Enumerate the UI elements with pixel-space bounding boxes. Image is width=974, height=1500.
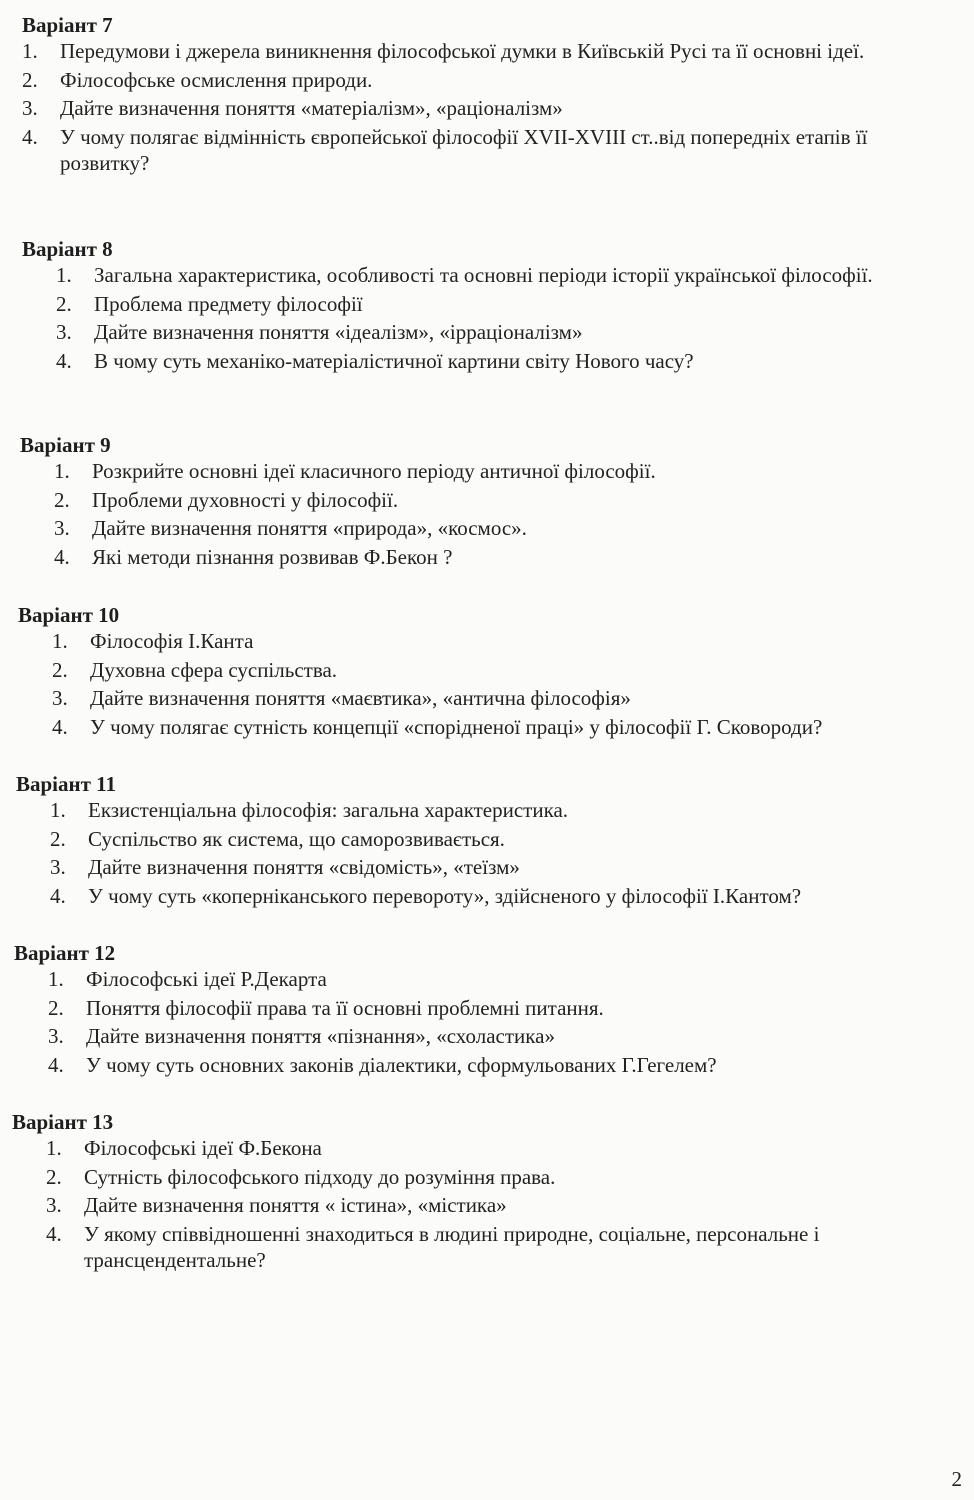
question-number: 3. (56, 320, 72, 344)
question-list (54, 458, 974, 570)
question-item (48, 966, 966, 993)
question-item (48, 1023, 966, 1050)
variant-12 (14, 940, 974, 1080)
question-number: 1. (48, 967, 64, 991)
question-text: Філософське осмислення природи. (60, 67, 373, 92)
question-item (22, 38, 960, 65)
question-item (54, 515, 952, 542)
question-text: Проблема предмету філософії (94, 291, 363, 316)
question-text: Екзистенціальна філософія: загальна характеристика. (88, 798, 569, 822)
variant-8 (22, 236, 974, 376)
question-number: 2. (56, 291, 72, 316)
question-item (46, 1135, 964, 1162)
variant-title: Варіант 8 (22, 237, 113, 261)
question-item (56, 319, 954, 346)
question-item (22, 95, 960, 122)
question-text: Передумови і джерела виникнення філософської думки в Київській Русі та її основні ідеї. (60, 39, 865, 63)
question-number: 4. (54, 544, 70, 569)
question-text: Філософські ідеї Ф.Бекона (84, 1136, 322, 1160)
question-list (22, 38, 974, 177)
question-number: 1. (46, 1136, 62, 1160)
question-text: Духовна сфера суспільства. (90, 657, 338, 682)
variant-title: Варіант 12 (14, 941, 116, 965)
question-text: Загальна характеристика, особливості та основні періоди історії української філософії. (94, 263, 873, 287)
question-text: Філософські ідеї Р.Декарта (86, 967, 327, 991)
question-list (48, 966, 974, 1078)
variant-title: Варіант 7 (22, 13, 113, 37)
variant-title: Варіант 9 (20, 433, 111, 457)
question-item (56, 348, 954, 375)
page-number: 2 (951, 1467, 962, 1491)
question-number: 3. (22, 96, 38, 120)
variant-11 (16, 771, 974, 911)
question-text: У чому суть основних законів діалектики, сформульованих Г.Гегелем? (86, 1052, 717, 1077)
question-text: В чому суть механіко-матеріалістичної картини світу Нового часу? (94, 348, 694, 373)
variant-10 (18, 602, 974, 742)
question-number: 2. (22, 67, 38, 92)
question-item (56, 262, 899, 289)
question-number: 2. (50, 826, 66, 851)
question-item (48, 995, 966, 1022)
question-item (54, 458, 952, 485)
question-number: 4. (48, 1052, 64, 1077)
question-text: У чому полягає сутність концепції «спорідненої праці» у філософії Г. Сковороди? (90, 714, 823, 739)
question-list (46, 1135, 972, 1274)
question-number: 1. (56, 263, 72, 287)
question-text: Дайте визначення поняття «свідомість», «теїзм» (88, 855, 520, 879)
question-text: Дайте визначення поняття «матеріалізм», «раціоналізм» (60, 96, 563, 120)
question-text: У чому полягає відмінність європейської філософії XVII-XVIII ст..від попередніх етапів її розвитку? (60, 124, 868, 175)
question-text: Поняття філософії права та її основні проблемні питання. (86, 995, 604, 1020)
question-item (50, 797, 968, 824)
question-list (52, 628, 974, 740)
question-item (22, 67, 960, 94)
question-number: 1. (54, 459, 70, 483)
question-item (46, 1192, 964, 1219)
question-number: 3. (46, 1193, 62, 1217)
question-item (54, 544, 952, 571)
question-number: 4. (52, 714, 68, 739)
question-item (50, 883, 968, 910)
question-text: Суспільство як система, що саморозвивається. (88, 826, 505, 851)
question-number: 3. (50, 855, 66, 879)
question-item (54, 487, 952, 514)
question-text: Сутність філософського підходу до розуміння права. (84, 1164, 556, 1189)
question-item (46, 1221, 964, 1274)
question-item (52, 714, 970, 741)
question-number: 1. (22, 39, 38, 63)
question-item (56, 291, 954, 318)
question-number: 4. (22, 124, 38, 149)
question-number: 1. (52, 629, 68, 653)
question-item (46, 1164, 964, 1191)
question-item (50, 854, 968, 881)
question-text: У чому суть «коперніканського перевороту», здійсненого у філософії І.Кантом? (88, 883, 802, 908)
question-number: 4. (46, 1221, 62, 1246)
question-text: Які методи пізнання розвивав Ф.Бекон ? (92, 544, 453, 569)
question-text: Філософія І.Канта (90, 629, 254, 653)
question-item (22, 124, 920, 177)
question-text: Дайте визначення поняття «природа», «космос». (92, 516, 527, 540)
question-item (48, 1052, 966, 1079)
question-text: Дайте визначення поняття «ідеалізм», «ірраціоналізм» (94, 320, 583, 344)
question-number: 2. (54, 487, 70, 512)
variant-title: Варіант 10 (18, 603, 120, 627)
variant-title: Варіант 13 (12, 1110, 114, 1134)
variant-title: Варіант 11 (16, 772, 117, 796)
variant-7 (22, 12, 974, 179)
question-text: Дайте визначення поняття «маєвтика», «антична філософія» (90, 686, 631, 710)
question-item (52, 628, 970, 655)
question-number: 3. (52, 686, 68, 710)
question-number: 4. (56, 348, 72, 373)
question-text: Розкрийте основні ідеї класичного періоду античної філософії. (92, 459, 656, 483)
question-number: 2. (46, 1164, 62, 1189)
question-text: Дайте визначення поняття « істина», «містика» (84, 1193, 507, 1217)
question-item (52, 685, 970, 712)
question-number: 3. (48, 1024, 64, 1048)
question-number: 2. (52, 657, 68, 682)
question-list (56, 262, 974, 374)
question-number: 4. (50, 883, 66, 908)
question-number: 1. (50, 798, 66, 822)
question-text: Дайте визначення поняття «пізнання», «схоластика» (86, 1024, 555, 1048)
question-text: У якому співвідношенні знаходиться в людині природне, соціальне, персональне і трансцендентальне? (84, 1221, 820, 1272)
question-number: 3. (54, 516, 70, 540)
question-item (52, 657, 970, 684)
variant-13 (12, 1109, 972, 1276)
question-list (50, 797, 974, 909)
question-number: 2. (48, 995, 64, 1020)
question-text: Проблеми духовності у філософії. (92, 487, 399, 512)
variant-9 (20, 432, 974, 572)
question-item (50, 826, 968, 853)
